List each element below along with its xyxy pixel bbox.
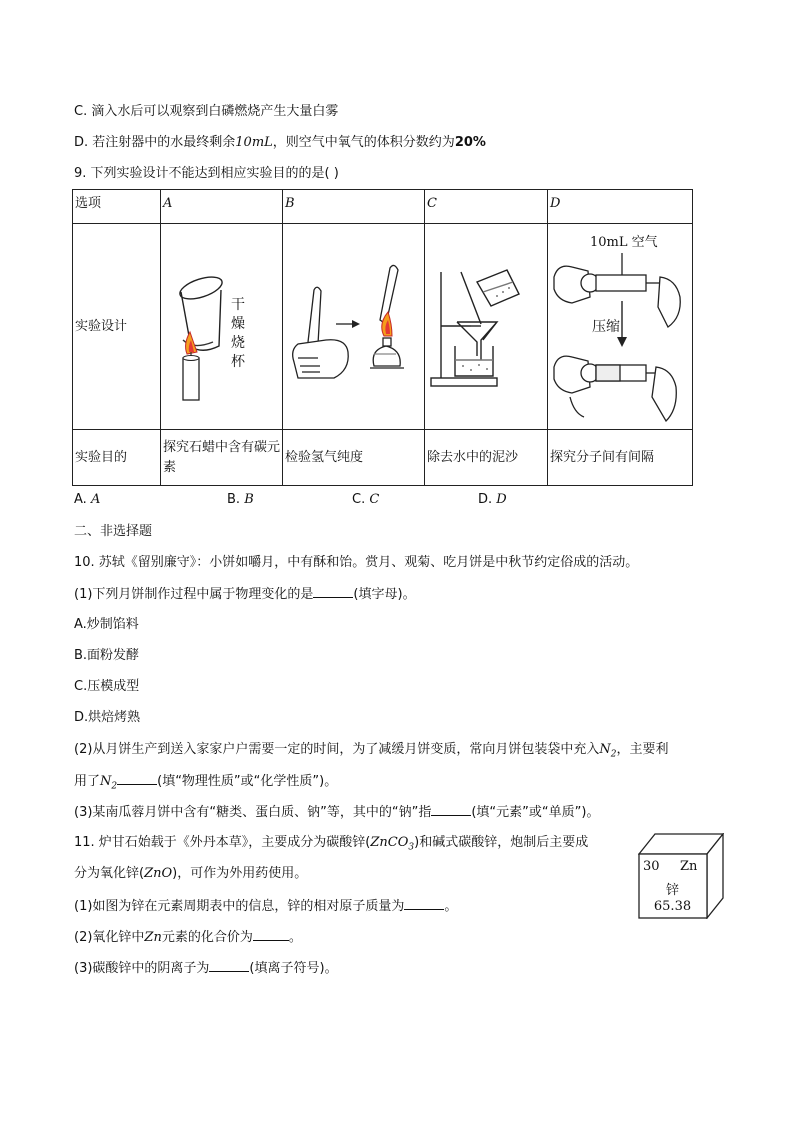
q10-part2-line2 — [74, 772, 337, 796]
q8-d-prefix: D. 若注射器中的水最终剩余 — [74, 135, 236, 150]
row-label-purpose: 实验目的 — [73, 430, 161, 486]
syringe-icon — [550, 227, 690, 427]
option-value: D — [496, 492, 507, 507]
q11-stem-b-tail: )，可作为外用药使用。 — [172, 866, 308, 881]
formula-n2 — [100, 774, 118, 792]
element-symbol: Zn — [680, 859, 698, 874]
q8-option-d — [74, 134, 486, 152]
table-row — [73, 430, 693, 486]
answer-blank[interactable] — [313, 585, 353, 598]
answer-blank[interactable] — [117, 772, 157, 785]
formula-n2 — [599, 742, 617, 760]
formula-subscript: 3 — [408, 842, 415, 853]
option-value: B — [244, 492, 254, 507]
formula-symbol: N — [100, 774, 112, 789]
element-name: 锌 — [665, 883, 679, 898]
formula-symbol: N — [599, 742, 611, 757]
q9-option-d[interactable] — [478, 492, 507, 507]
formula-subscript: 2 — [111, 781, 118, 792]
figure-d-syringe — [548, 224, 693, 430]
q10-part3-tail: (填“元素”或“单质”)。 — [471, 805, 600, 820]
q11-part3-tail: (填离子符号)。 — [249, 961, 338, 976]
formula-zn: Zn — [144, 930, 162, 945]
q10-part3-text: (3)某南瓜蓉月饼中含有“糖类、蛋白质、钠”等，其中的“钠”指 — [74, 805, 432, 820]
q8-d-volume: 10mL — [235, 135, 273, 150]
q11-part2 — [74, 928, 302, 947]
formula-symbol: ZnCO — [370, 835, 409, 850]
figure-a-candle-beaker — [161, 224, 283, 430]
filtration-apparatus-icon — [427, 262, 545, 392]
table-row — [73, 190, 693, 224]
row-label-design: 实验设计 — [73, 224, 161, 430]
row-label-option: 选项 — [73, 190, 161, 224]
q11-stem-line2 — [74, 865, 307, 883]
option-value: C — [369, 492, 380, 507]
q10-part3 — [74, 803, 599, 822]
q10-part1 — [74, 585, 416, 604]
q11-stem-b: 分为氧化锌( — [74, 866, 145, 881]
label-dry-beaker: 干燥烧杯 — [231, 296, 245, 370]
col-head-b: B — [283, 190, 425, 224]
q11-part1 — [74, 897, 457, 916]
q8-option-c: C. 滴入水后可以观察到白磷燃烧产生大量白雾 — [74, 104, 339, 119]
answer-blank[interactable] — [253, 928, 289, 941]
formula-znco3 — [370, 835, 415, 853]
q10-part1-tail: (填字母)。 — [353, 587, 416, 602]
q10-part2-line1 — [74, 741, 669, 764]
q8-d-percent: 20% — [454, 135, 486, 150]
q10-choice-b: B.面粉发酵 — [74, 648, 140, 663]
q10-part2-text: (2)从月饼生产到送入家家户户需要一定的时间，为了减缓月饼变质，常向月饼包装袋中充入 — [74, 742, 600, 757]
q9-stem: 9. 下列实验设计不能达到相应实验目的的是( ) — [74, 166, 339, 181]
q10-choice-a: A.炒制馅料 — [74, 617, 139, 632]
q10-part2-tail: (填“物理性质”或“化学性质”)。 — [157, 774, 338, 789]
q11-part2-end: 。 — [288, 930, 302, 945]
answer-blank[interactable] — [431, 803, 471, 816]
q11-part2-tail: 元素的化合价为 — [161, 930, 253, 945]
q8-d-mid: ，则空气中氧气的体积分数约为 — [272, 135, 455, 150]
q9-option-b[interactable] — [227, 492, 254, 507]
q11-stem-tail: )和碱式碳酸锌，炮制后主要成 — [414, 835, 589, 850]
purpose-c: 除去水中的泥沙 — [425, 430, 548, 486]
col-head-a: A — [161, 190, 283, 224]
q11-part3-text: (3)碳酸锌中的阴离子为 — [74, 961, 210, 976]
test-tube-flame-icon — [286, 262, 422, 392]
q9-option-a[interactable] — [74, 492, 100, 507]
q10-choice-d: D.烘焙烤熟 — [74, 710, 141, 725]
col-head-d: D — [548, 190, 693, 224]
q11-part1-tail: 。 — [444, 899, 458, 914]
q10-part2-use: 用了 — [74, 774, 101, 789]
option-value: A — [90, 492, 101, 507]
candle-icon — [163, 252, 280, 402]
figure-b-hydrogen-test — [283, 224, 425, 430]
q9-table — [72, 189, 693, 486]
q10-choice-c: C.压模成型 — [74, 679, 140, 694]
q10-part1-text: (1)下列月饼制作过程中属于物理变化的是 — [74, 587, 314, 602]
q11-part2-text: (2)氧化锌中 — [74, 930, 145, 945]
q11-part1-text: (1)如图为锌在元素周期表中的信息，锌的相对原子质量为 — [74, 899, 405, 914]
q11-stem-line1 — [74, 834, 588, 857]
q10-stem: 10. 苏轼《留别廉守》：小饼如嚼月，中有酥和饴。赏月、观菊、吃月饼是中秋节约定俗成的活动。 — [74, 555, 639, 570]
option-letter: A. — [74, 492, 87, 507]
purpose-a: 探究石蜡中含有碳元素 — [161, 430, 283, 486]
q9-option-c[interactable] — [352, 492, 379, 507]
option-letter: C. — [352, 492, 366, 507]
atomic-mass: 65.38 — [653, 899, 692, 914]
label-air-volume: 10mL 空气 — [590, 234, 658, 250]
atomic-number: 30 — [643, 859, 660, 874]
section-title: 二、非选择题 — [74, 524, 153, 539]
formula-subscript: 2 — [610, 749, 617, 760]
q11-stem-text: 11. 炉甘石始载于《外丹本草》，主要成分为碳酸锌( — [74, 835, 371, 850]
purpose-d: 探究分子间有间隔 — [548, 430, 693, 486]
col-head-c: C — [425, 190, 548, 224]
formula-zno: ZnO — [144, 866, 173, 881]
answer-blank[interactable] — [209, 959, 249, 972]
label-compress: 压缩 — [592, 318, 620, 335]
purpose-b: 检验氢气纯度 — [283, 430, 425, 486]
q10-part2-end: ，主要利 — [616, 742, 669, 757]
option-letter: B. — [227, 492, 241, 507]
q11-part3 — [74, 959, 338, 978]
figure-c-filtration — [425, 224, 548, 430]
answer-blank[interactable] — [404, 897, 444, 910]
option-letter: D. — [478, 492, 493, 507]
table-row — [73, 224, 693, 430]
